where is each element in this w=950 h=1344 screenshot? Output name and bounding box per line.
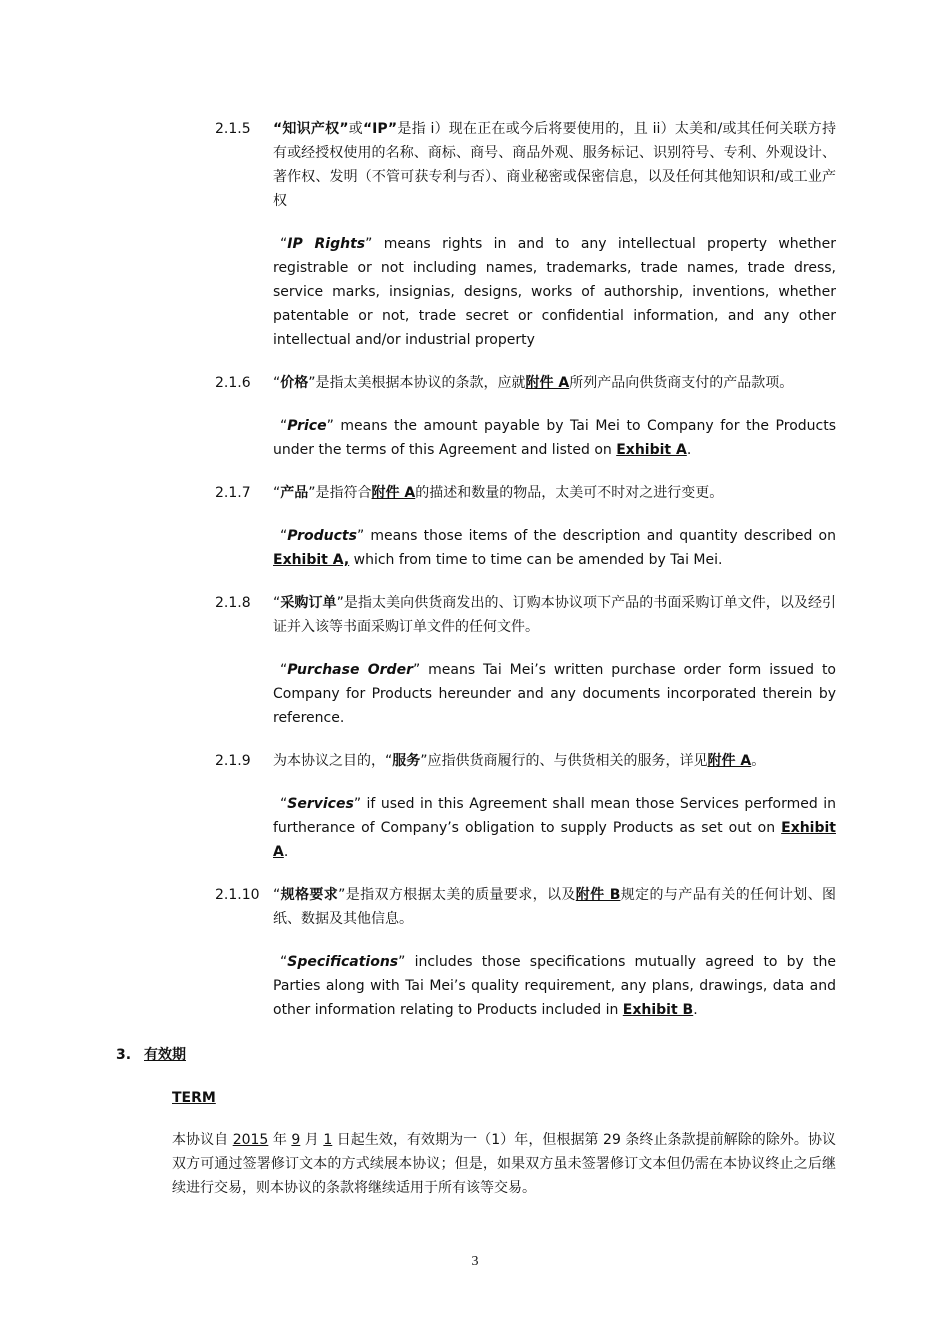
exhibit-reference: Exhibit B bbox=[622, 1002, 694, 1018]
clause-zh-text: “采购订单”是指太美向供货商发出的、订购本协议项下产品的书面采购订单文件，以及经引证并入该等书面采购订单文件的任何文件。 bbox=[273, 595, 837, 635]
term-clause-text: 本协议自 2015 年 9 月 1 日起生效，有效期为一（1）年，但根据第 29 条终止条款提前解除的除外。协议双方可通过签署修订文本的方式续展本协议；但是，如果双方虽未签署修订文本但仍需在本协议终止之后继续进行交易，则本协议的条款将继续适用于所有该等交易。 bbox=[172, 1132, 836, 1196]
clause-number: 2.1.10 bbox=[215, 887, 260, 903]
exhibit-reference: Exhibit A bbox=[616, 442, 687, 458]
defined-term: “知识产权” bbox=[273, 121, 349, 137]
exhibit-reference: 附件 A bbox=[371, 485, 416, 501]
clause-zh-text: “规格要求”是指双方根据太美的质量要求，以及附件 B规定的与产品有关的任何计划、图纸、数据及其他信息。 bbox=[273, 887, 837, 927]
defined-term: 价格 bbox=[280, 375, 309, 391]
clause-en-text: “IP Rights” means rights in and to any intellectual property whether registrable or not including names, trademarks, trade names, trade dress, service marks, insignias, designs, works of authorship, inventions, whether patentable or not, trade secret or confidential information, and any other intellectual and/or industrial property bbox=[273, 236, 837, 348]
clause-zh-text: “价格”是指太美根据本协议的条款，应就附件 A所列产品向供货商支付的产品款项。 bbox=[273, 375, 794, 391]
exhibit-reference: 附件 B bbox=[575, 887, 621, 903]
clause-zh-text: 为本协议之目的，“服务”应指供货商履行的、与供货相关的服务，详见附件 A。 bbox=[273, 753, 766, 769]
defined-term: 采购订单 bbox=[280, 595, 337, 611]
defined-term: 产品 bbox=[280, 485, 309, 501]
defined-term: Purchase Order bbox=[287, 662, 413, 678]
defined-term: Products bbox=[287, 528, 357, 544]
defined-term: Price bbox=[287, 418, 327, 434]
clause-zh-text: “知识产权”或“IP”是指 i）现在正在或今后将要使用的，且 ii）太美和/或其任何关联方持有或经授权使用的名称、商标、商号、商品外观、服务标记、识别符号、专利、外观设计、著作权、发明（不管可获专利与否）、商业秘密或保密信息，以及任何其他知识和/或工业产权 bbox=[273, 121, 837, 209]
clause-en-text: “Specifications” includes those specifications mutually agreed to by the Parties along with Tai Mei’s quality requirement, any plans, drawings, data and other information relating to Products included in Exhibit B. bbox=[273, 954, 836, 1018]
defined-term: 规格要求 bbox=[280, 887, 339, 903]
section-number: 3. bbox=[116, 1047, 132, 1063]
clause-number: 2.1.8 bbox=[215, 595, 251, 611]
clause-number: 2.1.9 bbox=[215, 753, 251, 769]
exhibit-reference: 附件 A bbox=[707, 753, 752, 769]
clause-en-text: “Products” means those items of the description and quantity described on Exhibit A, which from time to time can be amended by Tai Mei. bbox=[273, 528, 836, 568]
page-number: 3 bbox=[471, 1254, 479, 1269]
effective-month: 9 bbox=[291, 1132, 301, 1148]
clause-zh-text: “产品”是指符合附件 A的描述和数量的物品，太美可不时对之进行变更。 bbox=[273, 485, 724, 501]
clause-en-text: “Price” means the amount payable by Tai Mei to Company for the Products under the terms of this Agreement and listed on Exhibit A. bbox=[273, 418, 836, 458]
defined-term: Services bbox=[287, 796, 354, 812]
defined-term: 服务 bbox=[392, 753, 421, 769]
effective-year: 2015 bbox=[232, 1132, 269, 1148]
exhibit-reference: Exhibit A bbox=[273, 820, 836, 860]
section-title: 有效期 bbox=[144, 1047, 186, 1063]
clause-en-text: “Services” if used in this Agreement shall mean those Services performed in furtherance of Company’s obligation to supply Products as set out on Exhibit A. bbox=[273, 796, 836, 860]
clause-number: 2.1.5 bbox=[215, 121, 251, 137]
clause-en-text: “Purchase Order” means Tai Mei’s written purchase order form issued to Company for Products hereunder and any documents incorporated therein by reference. bbox=[273, 662, 836, 726]
defined-term: “IP” bbox=[362, 121, 398, 137]
defined-term: IP Rights bbox=[287, 236, 366, 252]
effective-day: 1 bbox=[323, 1132, 333, 1148]
section-title-en: TERM bbox=[172, 1090, 216, 1106]
exhibit-reference: 附件 A bbox=[525, 375, 570, 391]
clause-number: 2.1.7 bbox=[215, 485, 251, 501]
exhibit-reference: Exhibit A, bbox=[273, 552, 350, 568]
clause-number: 2.1.6 bbox=[215, 375, 251, 391]
defined-term: Specifications bbox=[287, 954, 399, 970]
